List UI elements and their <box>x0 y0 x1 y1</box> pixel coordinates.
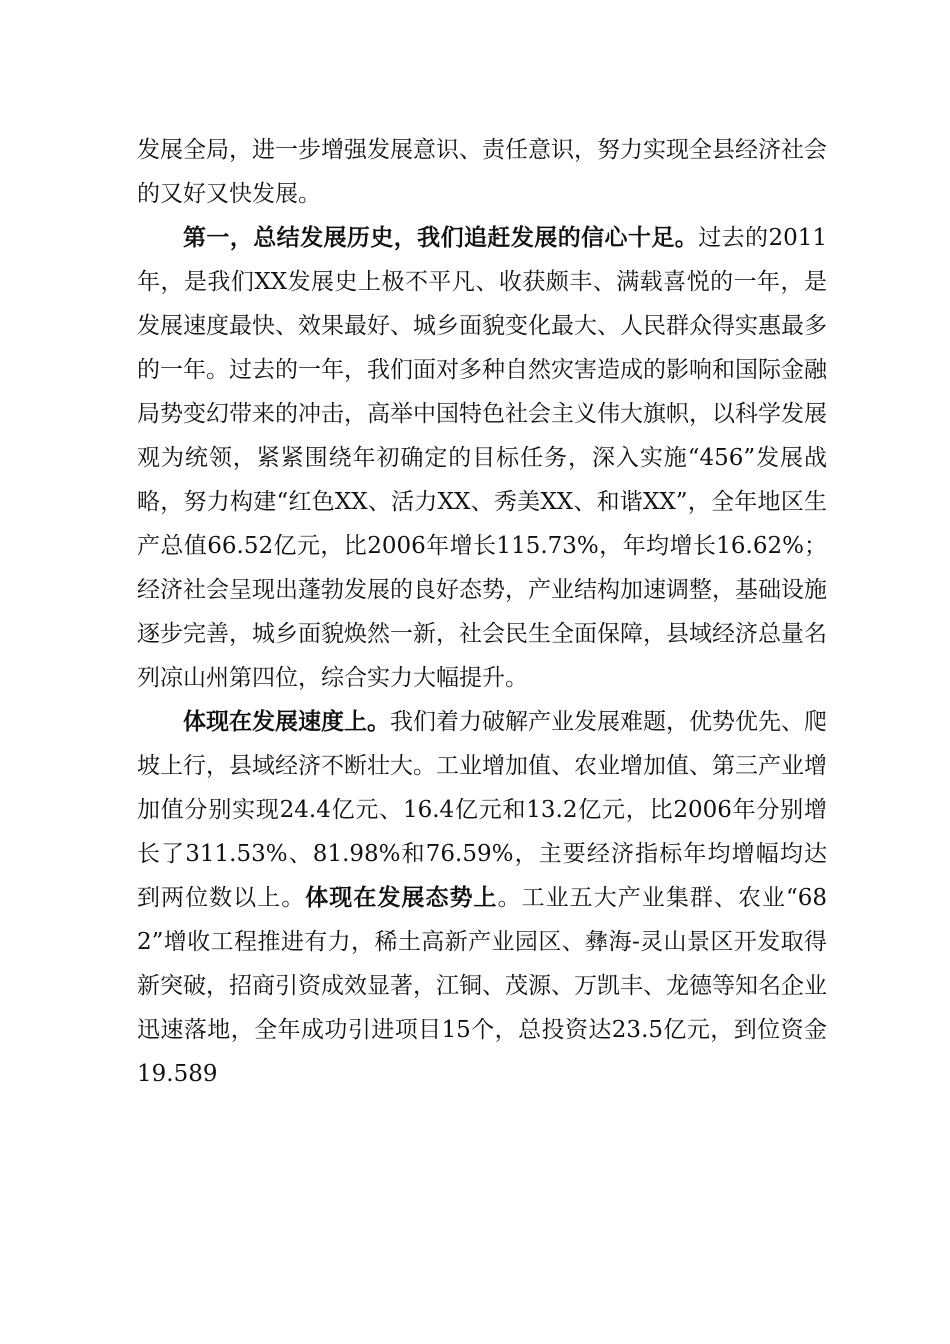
paragraph-3-subheading: 体现在发展态势上 <box>305 884 498 911</box>
paragraph-3-text-continued: 。工业五大产业集群、农业“682”增收工程推进有力，稀土高新产业园区、彝海-灵山景区开发取得新突破，招商引资成效显著，江铜、茂源、万凯丰、龙德等知名企业迅速落地，全年成功引进项目15个，总投资达23.5亿元，到位资金19.589 <box>137 885 828 1087</box>
paragraph-2-text: 过去的2011年，是我们XX发展史上极不平凡、收获颇丰、满载喜悦的一年，是发展速度最快、效果最好、城乡面貌变化最大、人民群众得实惠最多的一年。过去的一年，我们面对多种自然灾害造成的影响和国际金融局势变幻带来的冲击，高举中国特色社会主义伟大旗帜，以科学发展观为统领，紧紧围绕年初确定的目标任务，深入实施“456”发展战略，努力构建“红色XX、活力XX、秀美XX、和谐XX”，全年地区生产总值66.52亿元，比2006年增长115.73%，年均增长16.62%；经济社会呈现出蓬勃发展的良好态势，产业结构加速调整，基础设施逐步完善，城乡面貌焕然一新，社会民生全面保障，县域经济总量名列凉山州第四位，综合实力大幅提升。 <box>137 225 827 691</box>
paragraph-3 <box>137 700 827 1096</box>
paragraph-2 <box>137 216 827 700</box>
paragraph-1 <box>137 128 827 216</box>
paragraph-3-text: 我们着力破解产业发展难题，优势优先、爬坡上行，县域经济不断壮大。工业增加值、农业增加值、第三产业增加值分别实现24.4亿元、16.4亿元和13.2亿元，比2006年分别增长了311.53%、81.98%和76.59%，主要经济指标年均增幅均达到两位数以上。 <box>137 709 827 911</box>
paragraph-2-heading: 第一，总结发展历史，我们追赶发展的信心十足。 <box>183 224 699 251</box>
document-body <box>137 128 827 1096</box>
paragraph-3-heading: 体现在发展速度上。 <box>183 708 390 735</box>
paragraph-1-text: 发展全局，进一步增强发展意识、责任意识，努力实现全县经济社会的又好又快发展。 <box>137 137 827 207</box>
